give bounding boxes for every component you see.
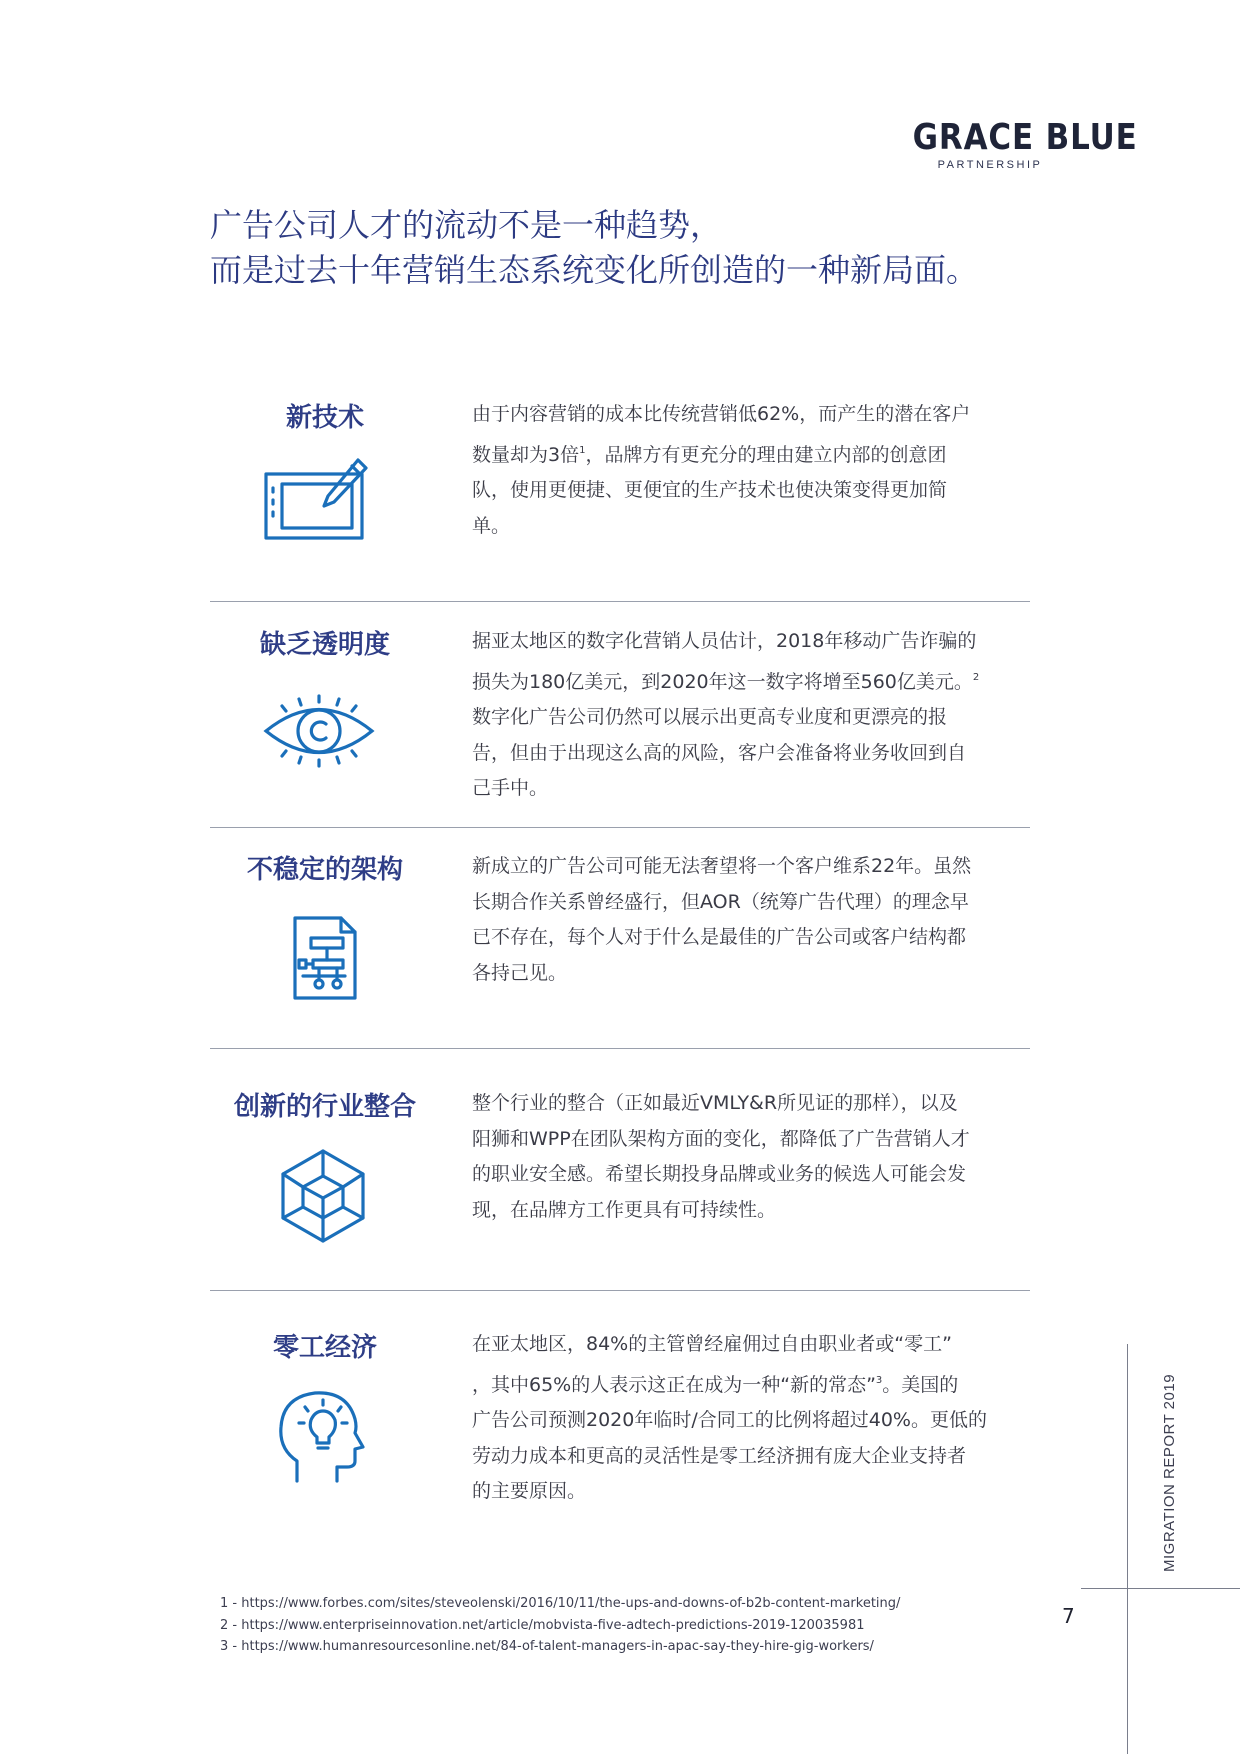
brand-logo: [900, 117, 1138, 172]
eye-icon: [262, 694, 376, 772]
section-divider: [210, 827, 1030, 828]
body-line: 告，但由于出现这么高的风险，客户会准备将业务收回到自: [472, 741, 967, 764]
body-line: 阳狮和WPP在团队架构方面的变化，都降低了广告营销人才: [472, 1127, 970, 1150]
body-line: 的职业安全感。希望长期投身品牌或业务的候选人可能会发: [472, 1163, 967, 1185]
section-divider: [210, 1048, 1030, 1049]
body-line: [472, 1363, 1032, 1404]
body-line: 整个行业的整合（正如最近VMLY&R所见证的那样），以及: [472, 1092, 958, 1114]
body-line: 的主要原因。: [472, 1480, 587, 1502]
page-headline: [210, 203, 1110, 293]
body-text-fragment: 数量却为3倍: [472, 443, 580, 466]
footnote-2: 2 - https://www.enterpriseinnovation.net/article/mobvista-five-adtech-predictions-2019-120035981: [220, 1617, 865, 1633]
section-body-1: [472, 397, 1032, 544]
section-title-unstable-structure: 不稳定的架构: [246, 855, 403, 885]
section-body-3: [472, 849, 1032, 991]
body-line: 己手中。: [472, 777, 549, 799]
brand-name: GRACE BLUE: [912, 117, 1138, 158]
sidebar-vertical-rule: [1127, 1344, 1128, 1754]
body-line: 队，使用更便捷、更便宜的生产技术也使决策变得更加简: [472, 479, 948, 501]
section-body-2: [472, 624, 1032, 807]
body-line: 单。: [472, 514, 511, 537]
body-text-fragment: 。美国的: [882, 1373, 959, 1396]
body-line: 已不存在，每个人对于什么是最佳的广告公司或客户结构都: [472, 926, 967, 948]
body-line: 在亚太地区，84%的主管曾经雇佣过自由职业者或“零工”: [472, 1333, 952, 1355]
body-line: 由于内容营销的成本比传统营销低62%，而产生的潜在客户: [472, 403, 971, 425]
section-title-transparency: 缺乏透明度: [259, 630, 390, 660]
body-line: 各持己见。: [472, 961, 568, 984]
org-chart-document-icon: [291, 914, 361, 1006]
footnote-3: 3 - https://www.humanresourcesonline.net/84-of-talent-managers-in-apac-say-they-hire-gig-workers/: [220, 1639, 874, 1654]
body-line: 数字化广告公司仍然可以展示出更高专业度和更漂亮的报: [472, 706, 948, 728]
body-line: 广告公司预测2020年临时/合同工的比例将超过40%。更低的: [472, 1409, 987, 1431]
section-title-new-technology: 新技术: [285, 403, 364, 433]
drawing-tablet-icon: [262, 456, 372, 546]
body-line: [472, 660, 1032, 701]
cube-network-icon: [280, 1148, 366, 1248]
head-lightbulb-icon: [275, 1385, 367, 1489]
section-divider: [210, 1290, 1030, 1291]
footnote-ref: 1: [579, 444, 586, 456]
body-text-fragment: 损失为180亿美元，到2020年这一数字将增至560亿美元。: [472, 670, 973, 693]
footnote-ref: 2: [972, 671, 980, 683]
brand-subtitle: PARTNERSHIP: [937, 159, 1043, 171]
section-title-gig-economy: 零工经济: [272, 1333, 377, 1363]
section-body-4: [472, 1086, 1032, 1228]
body-line: 现，在品牌方工作更具有可持续性。: [472, 1198, 777, 1221]
report-title-vertical: MIGRATION REPORT 2019: [1161, 1373, 1178, 1572]
body-line: 新成立的广告公司可能无法奢望将一个客户维系22年。虽然: [472, 855, 972, 877]
footnotes: [220, 1593, 900, 1658]
headline-line-1: 广告公司人才的流动不是一种趋势，: [210, 206, 723, 244]
section-body-5: [472, 1327, 1032, 1510]
body-line: [472, 433, 1032, 474]
section-divider: [210, 601, 1030, 602]
body-line: 据亚太地区的数字化营销人员估计，2018年移动广告诈骗的: [472, 630, 977, 652]
body-text-fragment: ，品牌方有更充分的理由建立内部的创意团: [585, 443, 947, 466]
page-number: 7: [1062, 1604, 1075, 1628]
headline-line-2: 而是过去十年营销生态系统变化所创造的一种新局面。: [210, 251, 979, 289]
body-line: 劳动力成本和更高的灵活性是零工经济拥有庞大企业支持者: [472, 1444, 967, 1467]
footnote-1: 1 - https://www.forbes.com/sites/steveolenski/2016/10/11/the-ups-and-downs-of-b2b-content-marketing/: [220, 1596, 901, 1611]
body-text-fragment: ，其中65%的人表示这正在成为一种“新的常态”: [472, 1373, 876, 1396]
sidebar-horizontal-rule: [1081, 1588, 1240, 1589]
footnote-ref: 3: [875, 1374, 883, 1386]
body-line: 长期合作关系曾经盛行，但AOR（统筹广告代理）的理念早: [472, 890, 969, 913]
section-title-industry-consolidation: 创新的行业整合: [233, 1092, 416, 1122]
